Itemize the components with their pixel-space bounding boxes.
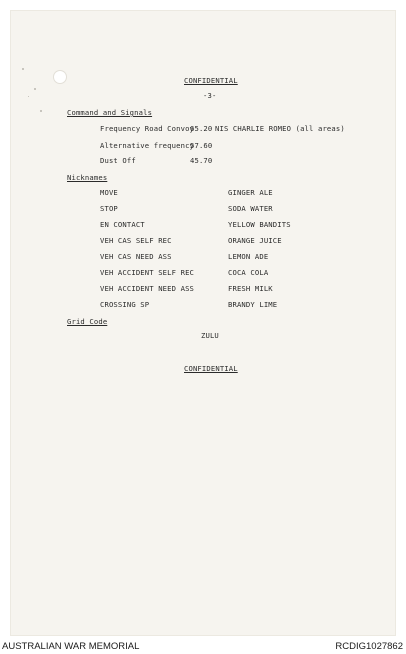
signal-label: Dust Off bbox=[100, 156, 136, 165]
command-signals-heading: Command and Signals bbox=[67, 108, 153, 117]
nickname-code: SODA WATER bbox=[228, 204, 273, 213]
nickname-term: STOP bbox=[100, 204, 118, 213]
footer-classification: CONFIDENTIAL bbox=[184, 364, 238, 373]
paper-speck bbox=[40, 110, 42, 112]
nickname-code: YELLOW BANDITS bbox=[228, 220, 291, 229]
paper-speck bbox=[22, 68, 24, 70]
paper-speck bbox=[28, 96, 29, 97]
signal-label: Frequency Road Convoy bbox=[100, 124, 195, 133]
header-classification: CONFIDENTIAL bbox=[184, 76, 238, 85]
record-reference: RCDIG1027862 bbox=[335, 641, 403, 652]
nickname-term: VEH ACCIDENT SELF REC bbox=[100, 268, 195, 277]
grid-code-value: ZULU bbox=[201, 331, 219, 340]
nicknames-heading: Nicknames bbox=[67, 173, 108, 182]
signal-frequency: 57.60 bbox=[190, 141, 213, 150]
nickname-code: ORANGE JUICE bbox=[228, 236, 282, 245]
nickname-code: BRANDY LIME bbox=[228, 300, 278, 309]
punch-hole bbox=[54, 71, 66, 83]
nickname-code: GINGER ALE bbox=[228, 188, 273, 197]
signal-frequency: 45.70 bbox=[190, 156, 213, 165]
archive-footer bbox=[0, 636, 406, 654]
signal-note: NIS CHARLIE ROMEO (all areas) bbox=[215, 124, 345, 133]
grid-code-heading: Grid Code bbox=[67, 317, 108, 326]
nickname-term: EN CONTACT bbox=[100, 220, 145, 229]
nickname-term: VEH CAS SELF REC bbox=[100, 236, 172, 245]
nickname-term: VEH CAS NEED ASS bbox=[100, 252, 172, 261]
signal-label: Alternative frequency bbox=[100, 141, 195, 150]
page-number: -3- bbox=[203, 91, 217, 100]
nickname-code: LEMON ADE bbox=[228, 252, 269, 261]
nickname-term: CROSSING SP bbox=[100, 300, 150, 309]
nickname-term: VEH ACCIDENT NEED ASS bbox=[100, 284, 195, 293]
nickname-term: MOVE bbox=[100, 188, 118, 197]
nickname-code: COCA COLA bbox=[228, 268, 269, 277]
institution-name: AUSTRALIAN WAR MEMORIAL bbox=[2, 641, 140, 652]
signal-frequency: 65.20 bbox=[190, 124, 213, 133]
nickname-code: FRESH MILK bbox=[228, 284, 273, 293]
paper-speck bbox=[34, 88, 36, 90]
